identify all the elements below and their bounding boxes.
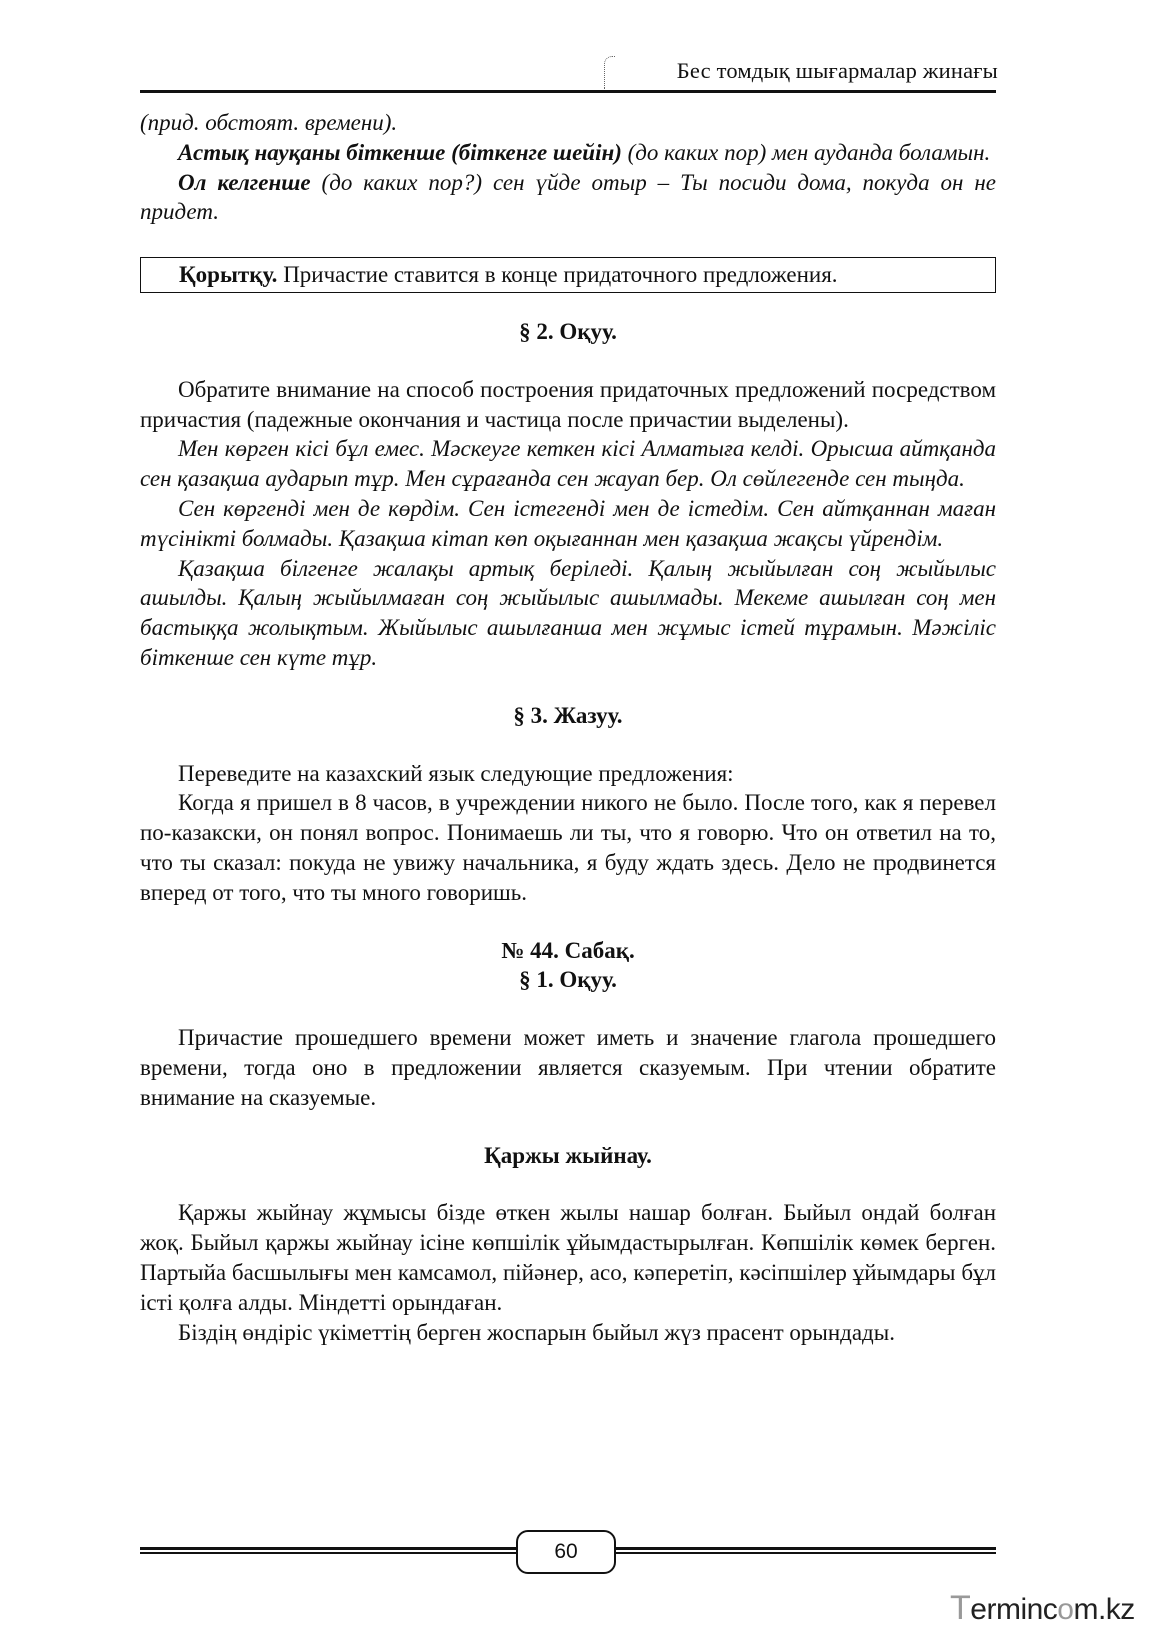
italic-text: (до каких пор) мен ауданда боламын.	[621, 139, 991, 165]
running-header: Бес томдық шығармалар жинағы	[676, 58, 998, 83]
paragraph: Мен көрген кісі бұл емес. Мәскеуге кеткен кісі Алматыға келді. Орысша айтқанда сен қазақша аударып тұр. Мен сұрағанда сен жауап бер. Ол сөйлегенде сен тыңда.	[140, 436, 996, 492]
box-label: Қорытқу.	[179, 262, 278, 288]
text-title: Қаржы жыйнау.	[484, 1142, 652, 1168]
paragraph	[140, 168, 996, 228]
section-heading: § 2. Оқуу.	[519, 318, 617, 344]
conclusion-box	[140, 257, 996, 293]
paragraph: Переведите на казахский язык следующие предложения:	[178, 760, 734, 786]
page-body	[140, 108, 996, 1347]
paragraph: Қаржы жыйнау жұмысы бізде өткен жылы нашар болған. Быйыл ондай болған жоқ. Быйыл қаржы жыйнау ісіне көпшілік ұйымдастырылған. Көпшілік көмек берген. Партыйа басшылығы мен камсамол, пійәнер, асо, кәперетіп, кәсіпшілер ұйымдары бұл істі қолға алды. Міндетті орындаған.	[140, 1200, 996, 1315]
page-number: 60	[516, 1530, 616, 1574]
paragraph: Біздің өндіріс үкіметтің берген жоспарын быйыл жүз прасент орындады.	[178, 1319, 895, 1345]
paragraph: Сен көргенді мен де көрдім. Сен істегенді мен де істедім. Сен айтқаннан маған түсінікті болмады. Қазақша кітап көп оқығаннан мен қазақша жақсы үйрендім.	[140, 495, 996, 551]
bold-phrase: Ол келгенше	[178, 169, 311, 195]
lesson-heading: № 44. Сабақ.	[501, 937, 635, 963]
bold-phrase: Астық науқаны біткенше (біткенге шейін)	[178, 139, 622, 165]
page-footer	[140, 1530, 996, 1570]
section-heading: § 1. Оқуу.	[519, 967, 617, 993]
paragraph: Обратите внимание на способ построения придаточных предложений посредством причастия (падежные окончания и частица после причастии выделены).	[140, 376, 996, 432]
paragraph: Когда я пришел в 8 часов, в учреждении никого не было. После того, как я перевел по-казакски, он понял вопрос. Понимаешь ли ты, что я говорю. Что он ответил на то, что ты сказал: покуда не увижу начальника, я буду ждать здесь. Дело не продвинется вперед от того, что ты много говоришь.	[140, 790, 996, 905]
box-text: Причастие ставится в конце придаточного предложения.	[277, 262, 838, 288]
header-rule	[140, 90, 996, 93]
section-heading: § 3. Жазуу.	[513, 702, 623, 728]
watermark-logo: Termincоm.kz	[950, 1589, 1135, 1627]
header-ornament	[604, 56, 615, 89]
paragraph: Причастие прошедшего времени может иметь и значение глагола прошедшего времени, тогда оно в предложении является сказуемым. При чтении обратите внимание на сказуемые.	[140, 1025, 996, 1110]
paragraph: (прид. обстоят. времени).	[140, 110, 398, 135]
paragraph	[140, 138, 996, 168]
italic-text: (до каких пор?) сен үйде отыр – Ты посиди дома, покуда он не придет.	[140, 169, 996, 225]
paragraph: Қазақша білгенге жалақы артық беріледі. Қалың жыйылған соң жыйылыс ашылды. Қалың жыйылмаған соң жыйылыс ашылмады. Мекеме ашылған соң мен бастыққа жолықтым. Жыйылыс ашылғанша мен жұмыс істей тұрамын. Мәжіліс біткенше сен күте тұр.	[140, 555, 996, 670]
